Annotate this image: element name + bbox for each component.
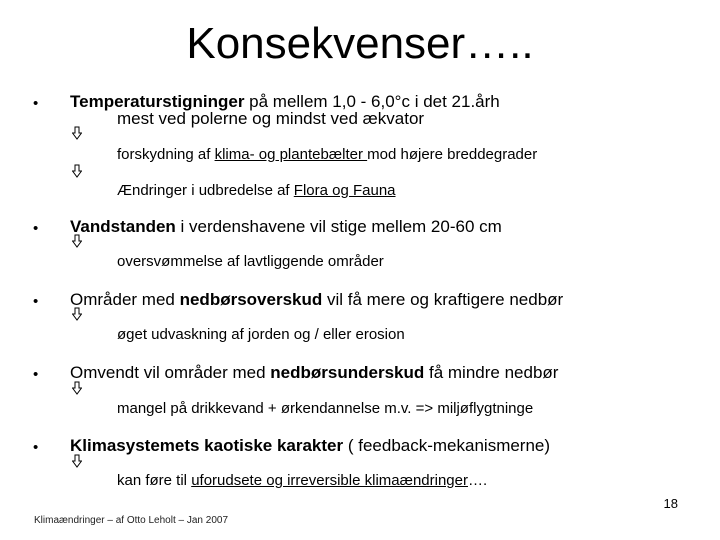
footer-credit: Klimaændringer – af Otto Leholt – Jan 2007 — [34, 515, 229, 526]
sub-flooding: oversvømmelse af lavtliggende områder — [117, 253, 384, 270]
item-text: Områder med — [70, 290, 180, 309]
item-chaotic-climate-text: ( feedback-mekanismerne) — [343, 436, 551, 455]
item-precip-deficit-bold: nedbørsunderskud — [270, 363, 425, 382]
item-chaotic-climate — [70, 436, 550, 456]
down-arrow-icon — [72, 234, 82, 248]
slide-title: Konsekvenser….. — [186, 19, 534, 68]
item-text: få mindre nedbør — [424, 363, 559, 382]
link-irreversible-changes[interactable]: uforudsete og irreversible klimaændringer — [191, 472, 468, 489]
item-sea-level-text: i verdenshavene vil stige mellem 20-60 cm — [175, 217, 502, 236]
sub-text: …. — [467, 472, 488, 489]
item-chaotic-climate-bold: Klimasystemets kaotiske karakter — [70, 436, 344, 455]
item-text: Omvendt vil områder med — [70, 363, 271, 382]
item-sea-level-bold: Vandstanden — [70, 217, 176, 236]
bullet: • — [33, 366, 39, 383]
item-text: vil få mere og kraftigere nedbør — [322, 290, 564, 309]
sub-irreversible — [117, 472, 487, 490]
item-temperature-bold: Temperaturstigninger — [70, 92, 245, 111]
sub-water-shortage: mangel på drikkevand + ørkendannelse m.v. => miljøflygtninge — [117, 400, 534, 417]
bullet: • — [33, 439, 39, 456]
item-precip-surplus — [70, 290, 563, 310]
item-temperature-text: på mellem 1,0 - 6,0°c i det 21.årh — [244, 92, 500, 111]
sub-erosion: øget udvaskning af jorden og / eller erosion — [117, 326, 405, 343]
link-climate-zones[interactable]: klima- og plantebælter — [214, 146, 368, 163]
down-arrow-icon — [72, 381, 82, 395]
sub-text: kan føre til — [117, 472, 192, 489]
item-precip-surplus-bold: nedbørsoverskud — [179, 290, 323, 309]
down-arrow-icon — [72, 454, 82, 468]
sub-flora-fauna — [117, 182, 396, 200]
link-flora-fauna[interactable]: Flora og Fauna — [293, 182, 396, 199]
bullet: • — [33, 293, 39, 310]
down-arrow-icon — [72, 164, 82, 178]
sub-text: forskydning af — [117, 146, 215, 163]
sub-text: Ændringer i udbredelse af — [117, 182, 294, 199]
bullet: • — [33, 95, 39, 112]
item-temperature-line2: mest ved polerne og mindst ved ækvator — [117, 109, 425, 128]
down-arrow-icon — [72, 307, 82, 321]
down-arrow-icon — [72, 126, 82, 140]
item-sea-level — [70, 217, 502, 237]
item-precip-deficit — [70, 363, 558, 383]
page-number: 18 — [663, 496, 678, 511]
bullet: • — [33, 220, 39, 237]
sub-climate-zones — [117, 146, 537, 164]
sub-text: mod højere breddegrader — [367, 146, 538, 163]
